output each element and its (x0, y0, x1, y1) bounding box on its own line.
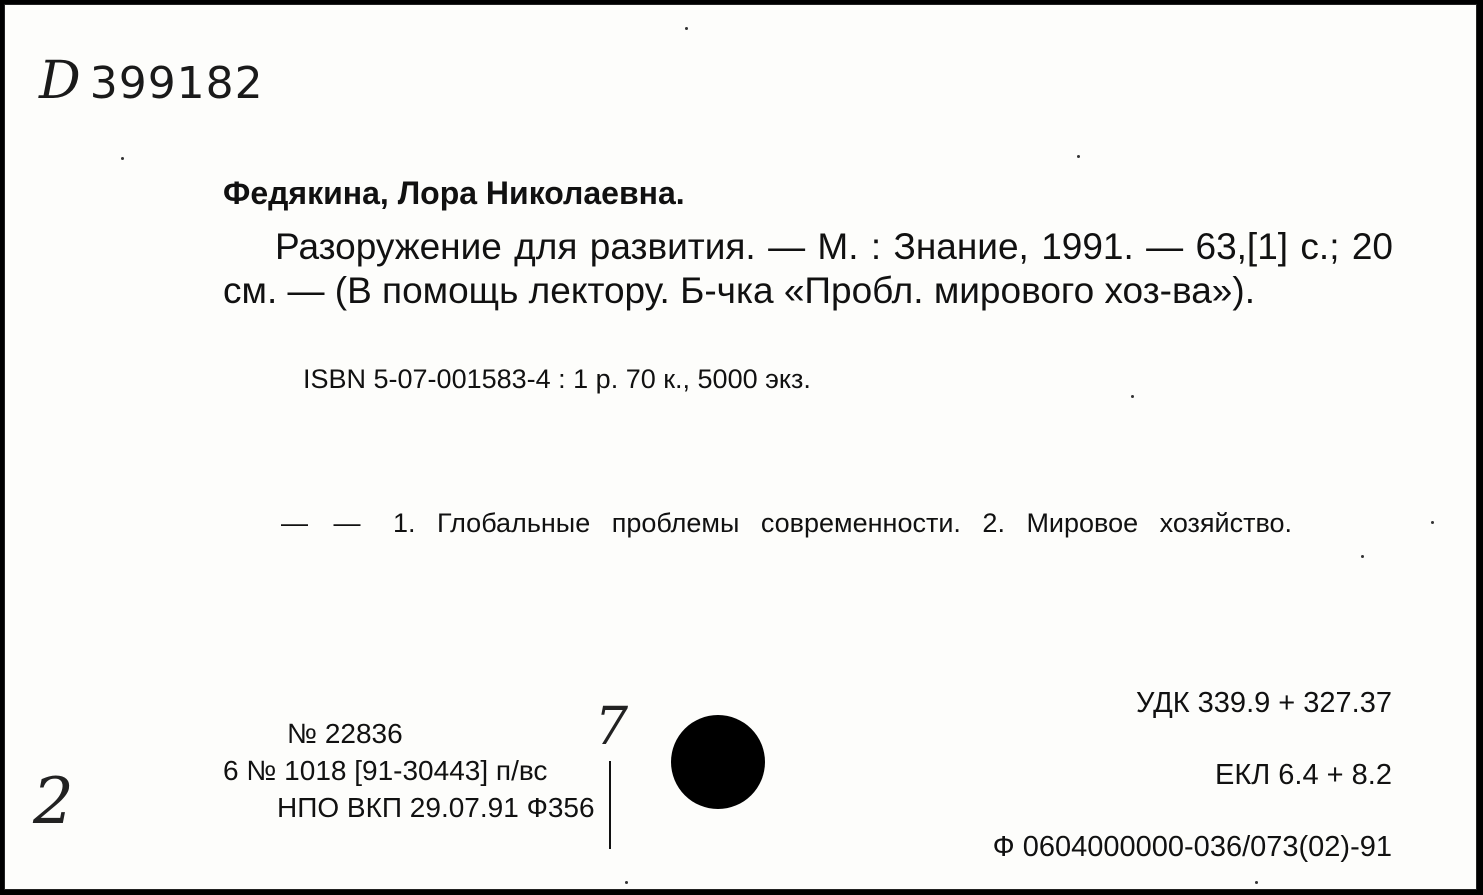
order-line-2: 6 № 1018 [91-30443] п/вс (223, 755, 548, 786)
description-text: Разоружение для развития. — М. : Знание, 1991. — 63,[1] с.; 20 см. — (В помощь лектору. Б-чка «Пробл. мирового хоз-ва»). (223, 226, 1393, 311)
subject-dashes: — — (281, 508, 361, 538)
punch-hole (671, 715, 765, 809)
publication-code: Ф 0604000000-036/073(02)-91 (992, 831, 1392, 863)
speck (1361, 555, 1364, 558)
handwritten-mark-top: 7 (595, 697, 629, 757)
inventory-number (39, 51, 264, 111)
subject-headings (223, 505, 1395, 541)
subjects-text: 1. Глобальные проблемы современности. 2. Мировое хозяйство. (393, 508, 1293, 538)
speck (1131, 395, 1134, 398)
author-heading: Федякина, Лора Николаевна. (223, 175, 685, 211)
speck (1431, 521, 1434, 524)
ekl-code: ЕКЛ 6.4 + 8.2 (1214, 759, 1392, 791)
speck (1077, 155, 1080, 158)
order-info (223, 715, 595, 826)
handwritten-mark-left: 2 (33, 765, 74, 839)
order-line-3: НПО ВКП 29.07.91 Ф356 (277, 792, 595, 823)
catalog-card (4, 4, 1477, 890)
speck (625, 881, 628, 884)
bibliographic-description (223, 225, 1393, 313)
udk-code: УДК 339.9 + 327.37 (1135, 687, 1392, 719)
inventory-prefix: D (39, 51, 82, 111)
isbn-line: ISBN 5-07-001583-4 : 1 р. 70 к., 5000 экз. (303, 364, 811, 394)
speck (1255, 881, 1258, 884)
order-number: № 22836 (287, 718, 403, 749)
classification-codes (993, 685, 1392, 890)
speck (685, 27, 688, 30)
inventory-number-value: 399182 (89, 58, 264, 109)
divider-line (609, 761, 611, 849)
speck (121, 157, 124, 160)
